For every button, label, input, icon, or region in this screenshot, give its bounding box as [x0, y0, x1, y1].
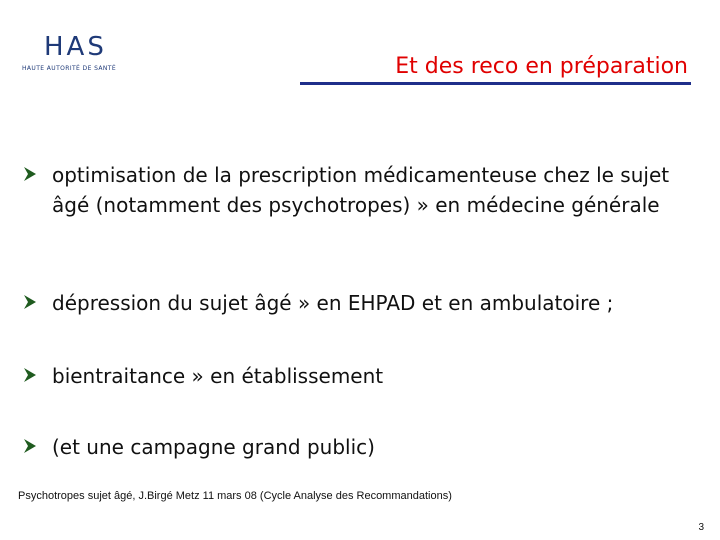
arrow-bullet-icon: [22, 160, 52, 188]
slide-footer: Psychotropes sujet âgé, J.Birgé Metz 11 mars 08 (Cycle Analyse des Recommandations): [18, 490, 452, 502]
arrow-bullet-icon: [22, 361, 52, 389]
arrow-bullet-icon: [22, 432, 52, 460]
slide-title: Et des reco en préparation: [395, 54, 688, 79]
has-logo: [22, 32, 132, 80]
bullet-item: [22, 361, 692, 391]
logo-mark: HAS: [44, 32, 107, 62]
bullet-item: [22, 432, 692, 462]
bullet-item: [22, 160, 692, 220]
logo-tagline: HAUTE AUTORITÉ DE SANTÉ: [22, 65, 117, 72]
bullet-text: (et une campagne grand public): [52, 435, 375, 459]
bullet-text: bientraitance » en établissement: [52, 364, 384, 388]
bullet-text: dépression du sujet âgé » en EHPAD et en ambulatoire ;: [52, 291, 614, 315]
page-number: 3: [698, 522, 704, 533]
bullet-item: [22, 288, 692, 318]
title-underline: [300, 82, 691, 85]
bullet-text: optimisation de la prescription médicamenteuse chez le sujet âgé (notamment des psychotropes) » en médecine générale: [52, 163, 670, 217]
arrow-bullet-icon: [22, 288, 52, 316]
